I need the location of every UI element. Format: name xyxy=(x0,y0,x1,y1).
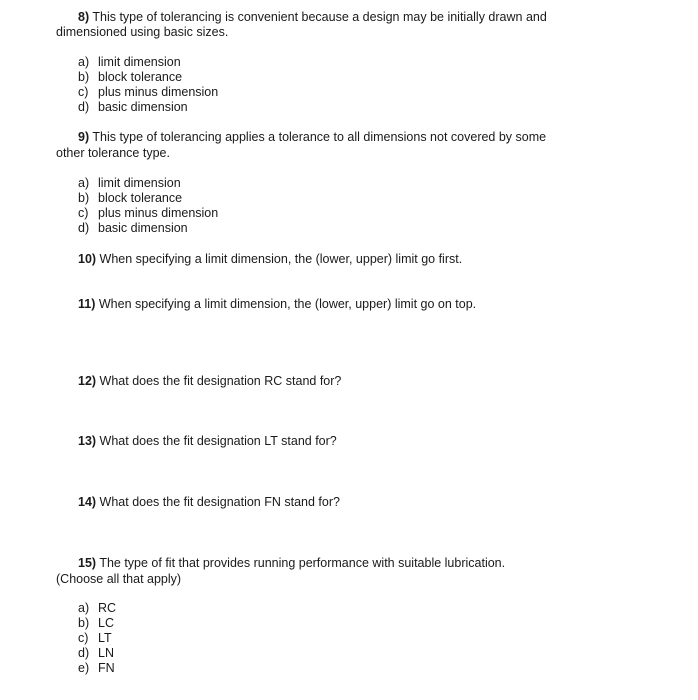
question-14-text: What does the fit designation FN stand for? xyxy=(96,495,340,509)
question-8-line-1 xyxy=(78,10,547,25)
question-9-text-line-1: This type of tolerancing applies a tolerance to all dimensions not covered by some xyxy=(89,130,547,144)
option-text: block tolerance xyxy=(98,191,183,205)
question-8-number: 8) xyxy=(78,10,90,24)
question-9-number: 9) xyxy=(78,130,90,144)
question-13 xyxy=(78,434,337,449)
option-text: FN xyxy=(98,661,115,675)
question-15-text-line-2: (Choose all that apply) xyxy=(56,572,182,586)
option-letter: c) xyxy=(78,206,89,220)
question-8-text-line-1: This type of tolerancing is convenient because a design may be initially drawn and xyxy=(89,10,547,24)
question-8-option-c xyxy=(78,85,218,100)
question-14-number: 14) xyxy=(78,495,97,509)
question-13-number: 13) xyxy=(78,434,97,448)
option-letter: b) xyxy=(78,70,90,84)
question-15-option-e xyxy=(78,661,115,676)
option-letter: b) xyxy=(78,616,90,630)
question-10-number: 10) xyxy=(78,252,97,266)
question-12-text: What does the fit designation RC stand for? xyxy=(96,374,342,388)
question-10-text: When specifying a limit dimension, the (lower, upper) limit go first. xyxy=(96,252,463,266)
question-8-option-b xyxy=(78,70,182,85)
option-letter: a) xyxy=(78,176,90,190)
question-15-line-1 xyxy=(78,556,505,571)
question-9-option-b xyxy=(78,191,182,206)
question-8-option-a xyxy=(78,55,181,70)
option-text: plus minus dimension xyxy=(98,206,219,220)
question-9-option-d xyxy=(78,221,188,236)
question-11-text: When specifying a limit dimension, the (lower, upper) limit go on top. xyxy=(95,297,477,311)
option-letter: e) xyxy=(78,661,90,675)
option-letter: c) xyxy=(78,631,89,645)
question-15-text-line-1: The type of fit that provides running performance with suitable lubrication. xyxy=(96,556,506,570)
question-8-text-line-2: dimensioned using basic sizes. xyxy=(56,25,229,39)
option-letter: a) xyxy=(78,55,90,69)
option-letter: d) xyxy=(78,646,90,660)
question-13-text: What does the fit designation LT stand for? xyxy=(96,434,337,448)
question-9-option-a xyxy=(78,176,181,191)
option-text: plus minus dimension xyxy=(98,85,219,99)
question-9-line-1 xyxy=(78,130,546,145)
option-text: basic dimension xyxy=(98,221,188,235)
question-15-option-d xyxy=(78,646,114,661)
question-15-option-b xyxy=(78,616,114,631)
question-12-number: 12) xyxy=(78,374,97,388)
option-text: LN xyxy=(98,646,114,660)
question-11 xyxy=(78,297,476,312)
question-9-option-c xyxy=(78,206,218,221)
option-text: limit dimension xyxy=(98,55,181,69)
question-9-text-line-2: other tolerance type. xyxy=(56,146,170,160)
question-10 xyxy=(78,252,462,267)
option-text: limit dimension xyxy=(98,176,181,190)
question-8-option-d xyxy=(78,100,188,115)
question-15-option-a xyxy=(78,601,116,616)
question-15-option-c xyxy=(78,631,112,646)
option-letter: d) xyxy=(78,221,90,235)
option-text: LT xyxy=(98,631,112,645)
question-15-number: 15) xyxy=(78,556,97,570)
question-11-number: 11) xyxy=(78,297,96,311)
option-text: RC xyxy=(98,601,117,615)
option-letter: b) xyxy=(78,191,90,205)
option-text: block tolerance xyxy=(98,70,183,84)
question-14 xyxy=(78,495,340,510)
option-letter: c) xyxy=(78,85,89,99)
option-text: basic dimension xyxy=(98,100,188,114)
option-text: LC xyxy=(98,616,114,630)
option-letter: a) xyxy=(78,601,90,615)
question-12 xyxy=(78,374,341,389)
option-letter: d) xyxy=(78,100,90,114)
